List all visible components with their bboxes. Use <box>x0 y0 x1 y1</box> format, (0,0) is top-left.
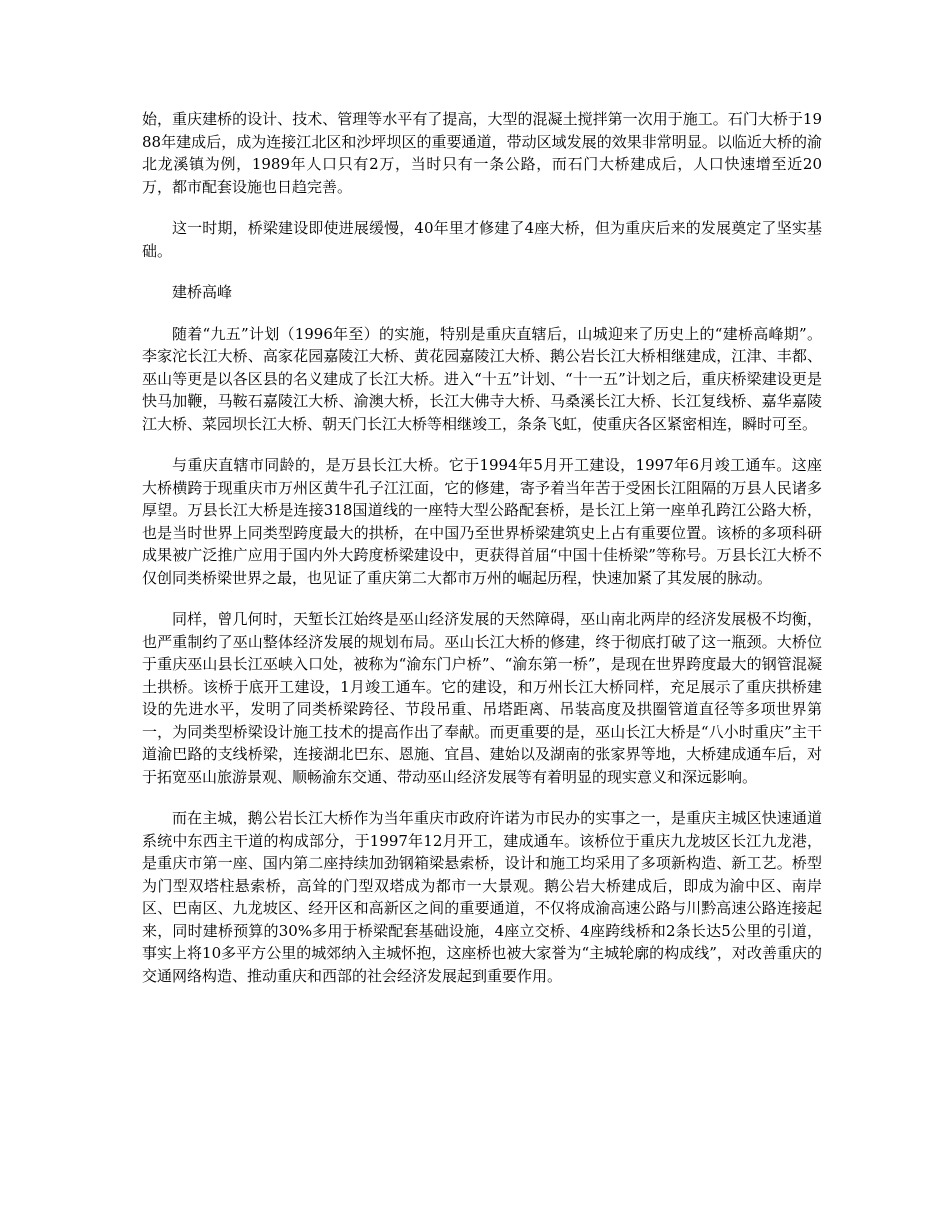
paragraph-wushan-bridge: 同样，曾几何时，天堑长江始终是巫山经济发展的天然障碍，巫山南北两岸的经济发展极不均衡，也严重制约了巫山整体经济发展的规划布局。巫山长江大桥的修建，终于彻底打破了这一瓶颈。大桥位于重庆巫山县长江巫峡入口处，被称为“渝东门户桥”、“渝东第一桥”，是现在世界跨度最大的钢管混凝土拱桥。该桥于底开工建设，1月竣工通车。它的建设，和万州长江大桥同样，充足展示了重庆拱桥建设的先进水平，发明了同类桥梁跨径、节段吊重、吊塔距离、吊装高度及拱圈管道直径等多项世界第一，为同类型桥梁设计施工技术的提高作出了奉献。而更重要的是，巫山长江大桥是“八小时重庆”主干道渝巴路的支线桥梁，连接湖北巴东、恩施、宜昌、建始以及湖南的张家界等地，大桥建成通车后，对于拓宽巫山旅游景观、顺畅渝东交通、带动巫山经济发展等有着明显的现实意义和深远影响。 <box>142 610 822 786</box>
paragraph-stone-gate-bridge: 始，重庆建桥的设计、技术、管理等水平有了提高，大型的混凝土搅拌第一次用于施工。石门大桥于1988年建成后，成为连接江北区和沙坪坝区的重要通道，带动区域发展的效果非常明显。以临近大桥的渝北龙溪镇为例，1989年人口只有2万，当时只有一条公路，而石门大桥建成后，人口快速增至近20万，都市配套设施也日趋完善。 <box>142 110 822 196</box>
section-heading-bridge-peak: 建桥高峰 <box>172 283 233 301</box>
paragraph-wanxian-bridge: 与重庆直辖市同龄的，是万县长江大桥。它于1994年5月开工建设，1997年6月竣工通车。这座大桥横跨于现重庆市万州区黄牛孔子江江面，它的修建，寄予着当年苦于受困长江阻隔的万县人民诸多厚望。万县长江大桥是连接318国道线的一座特大型公路配套桥，是长江上第一座单孔跨江公路大桥，也是当时世界上同类型跨度最大的拱桥，在中国乃至世界桥梁建筑史上占有重要位置。该桥的多项科研成果被广泛推广应用于国内外大跨度桥梁建设中，更获得首届“中国十佳桥梁”等称号。万县长江大桥不仅创同类桥梁世界之最，也见证了重庆第二大都市万州的崛起历程，快速加紧了其发展的脉动。 <box>142 456 822 587</box>
paragraph-slow-period: 这一时期，桥梁建设即使进展缓慢，40年里才修建了4座大桥，但为重庆后来的发展奠定了坚实基础。 <box>142 219 822 260</box>
paragraph-ninth-five-year-plan: 随着“九五”计划（1996年至）的实施，特别是重庆直辖后，山城迎来了历史上的“建桥高峰期”。李家沱长江大桥、高家花园嘉陵江大桥、黄花园嘉陵江大桥、鹅公岩长江大桥相继建成，江津、丰都、巫山等更是以各区县的名义建成了长江大桥。进入“十五”计划、“十一五”计划之后，重庆桥梁建设更是快马加鞭，马鞍石嘉陵江大桥、渝澳大桥，长江大佛寺大桥、马桑溪长江大桥、长江复线桥、嘉华嘉陵江大桥、菜园坝长江大桥、朝天门长江大桥等相继竣工，条条飞虹，使重庆各区紧密相连，瞬时可至。 <box>142 324 822 433</box>
paragraph-egongyan-bridge: 而在主城，鹅公岩长江大桥作为当年重庆市政府许诺为市民办的实事之一，是重庆主城区快速通道系统中东西主干道的构成部分，于1997年12月开工，建成通车。该桥位于重庆九龙坡区长江九龙港，是重庆市第一座、国内第二座持续加劲钢箱梁悬索桥，设计和施工均采用了多项新构造、新工艺。桥型为门型双塔柱悬索桥，高耸的门型双塔成为都市一大景观。鹅公岩大桥建成后，即成为渝中区、南岸区、巴南区、九龙坡区、经开区和高新区之间的重要通道，不仅将成渝高速公路与川黔高速公路连接起来，同时建桥预算的30%多用于桥梁配套基础设施，4座立交桥、4座跨线桥和2条长达5公里的引道，事实上将10多平方公里的城郊纳入主城怀抱，这座桥也被大家誉为“主城轮廓的构成线”，对改善重庆的交通网络构造、推动重庆和西部的社会经济发展起到重要作用。 <box>142 809 822 985</box>
document-page <box>142 108 822 1006</box>
